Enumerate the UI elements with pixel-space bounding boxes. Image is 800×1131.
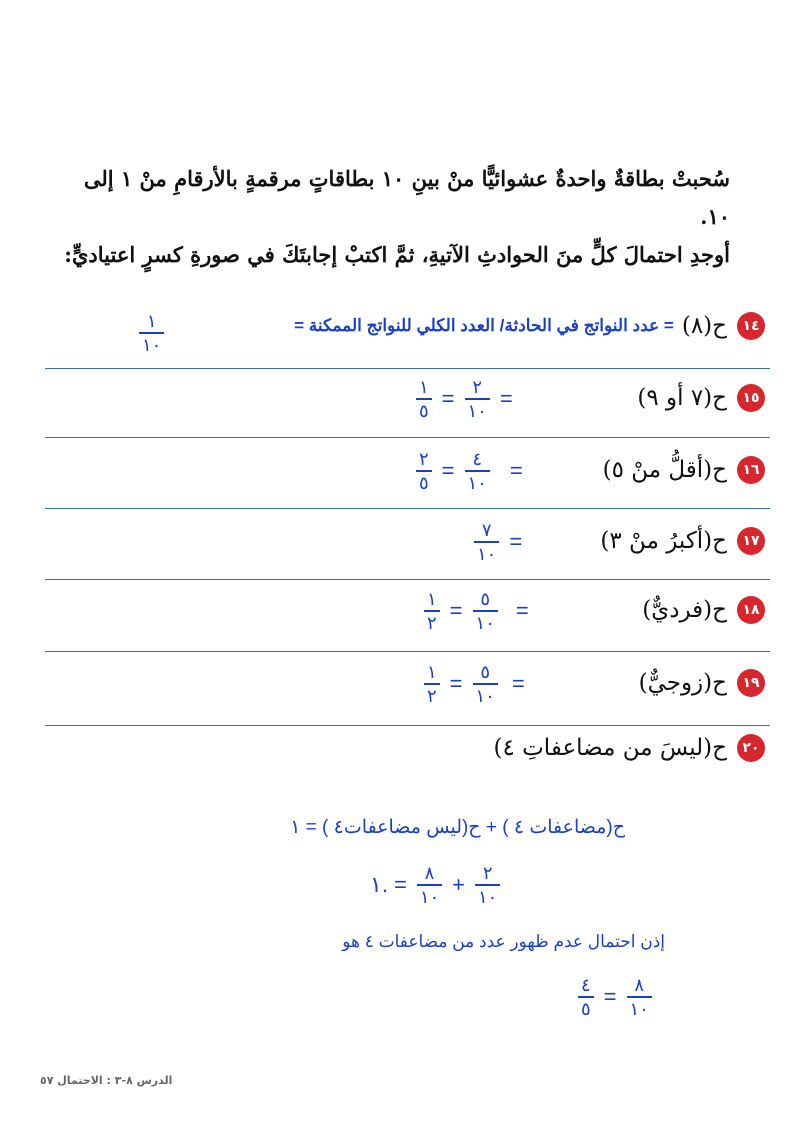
fraction: $\frac{١}{١٠}$ [139,312,164,354]
answer-15: $\frac{١}{٥}$ = $\frac{٢}{١٠}$ = [412,378,519,420]
fraction: $\frac{١}{٥}$ [416,378,432,420]
question-14 [294,306,765,346]
question-label: ح(زوجيٌّ) [638,670,727,696]
answer-17: $\frac{٧}{١٠}$ = [470,521,528,563]
fraction: $\frac{٥}{١٠}$ [473,663,498,705]
fraction: $\frac{٥}{١٠}$ [473,590,498,632]
fraction: $\frac{٤}{١٠}$ [465,450,490,492]
answer-14 [135,312,168,354]
question-label: ح(٧ أو ٩) [637,385,727,411]
question-16 [603,450,765,490]
answer-18: $\frac{١}{٢}$ = $\frac{٥}{١٠}$ = [420,590,535,632]
solution-sum: ١. = $\frac{٨}{١٠}$ + $\frac{٢}{١٠}$ [370,864,504,906]
question-17 [600,521,765,561]
fraction: $\frac{٨}{١٠}$ [417,864,442,906]
question-20 [494,728,766,768]
question-18 [642,590,765,630]
question-number-badge: ١٧ [737,527,765,555]
solution-line-3: إذن احتمال عدم ظهور عدد من مضاعفات ٤ هو [342,932,665,951]
question-number-badge: ١٨ [737,596,765,624]
question-15 [637,378,765,418]
instruction-line-2: أوجدِ احتمالَ كلٍّ منَ الحوادثِ الآتيةِ، ثمَّ اكتبْ إجابتَكَ في صورةِ كسرٍ اعتياديٍّ: [64,242,730,267]
page-footer: الدرس ٨-٣ : الاحتمال ٥٧ [40,1074,173,1087]
question-number-badge: ١٩ [737,669,765,697]
question-19 [639,663,765,703]
instructions [50,160,730,274]
divider [45,579,770,580]
question-label: ح(٨) [681,313,727,339]
divider [45,651,770,652]
answer-19: $\frac{١}{٢}$ = $\frac{٥}{١٠}$ = [420,663,531,705]
instruction-line-1: سُحبتْ بطاقةٌ واحدةٌ عشوائيًّا منْ بينِ ١٠ بطاقاتٍ مرقمةٍ بالأرقامِ منْ ١ إلى ١٠. [83,166,730,229]
divider [45,368,770,369]
question-number-badge: ١٥ [737,384,765,412]
question-label: ح(ليسَ من مضاعفاتِ ٤) [493,735,727,761]
solution-final: $\frac{٤}{٥}$ = $\frac{٨}{١٠}$ [574,976,656,1018]
fraction: $\frac{٢}{١٠}$ [475,864,500,906]
probability-rule: = عدد النواتج في الحادثة/ العدد الكلي للنواتج الممكنة = [294,316,674,335]
question-label: ح(أكبرُ منْ ٣) [600,528,727,554]
fraction: $\frac{٢}{٥}$ [416,450,432,492]
fraction: $\frac{٢}{١٠}$ [465,378,490,420]
divider [45,508,770,509]
question-number-badge: ١٤ [737,312,765,340]
question-number-badge: ٢٠ [737,734,765,762]
fraction: $\frac{٧}{١٠}$ [474,521,499,563]
fraction: $\frac{٤}{٥}$ [578,976,594,1018]
question-label: ح(أقلُّ منْ ٥) [602,457,727,483]
sum-result: ١. [370,871,388,897]
answer-16: $\frac{٢}{٥}$ = $\frac{٤}{١٠}$ = [412,450,529,492]
question-number-badge: ١٦ [737,456,765,484]
solution-line-1: ح(مضاعفات ٤ ) + ح(ليس مضاعفات٤ ) = ١ [290,817,625,838]
divider [45,437,770,438]
fraction: $\frac{٨}{١٠}$ [627,976,652,1018]
divider [45,725,770,726]
fraction: $\frac{١}{٢}$ [424,590,440,632]
question-label: ح(فرديٌّ) [642,597,727,623]
fraction: $\frac{١}{٢}$ [424,663,440,705]
